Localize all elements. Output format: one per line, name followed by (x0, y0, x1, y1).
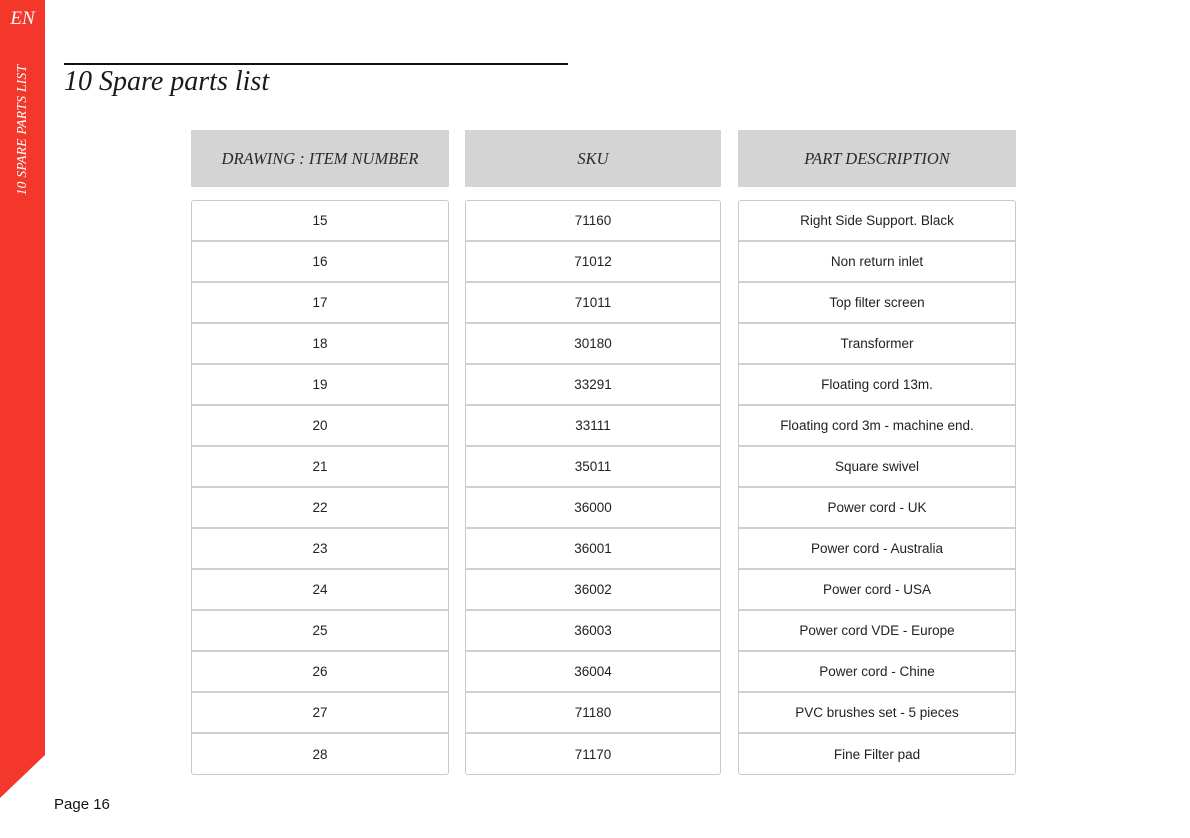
description-cell: Power cord - Chine (739, 652, 1015, 693)
description-cell: Square swivel (739, 447, 1015, 488)
description-cell: Fine Filter pad (833, 746, 921, 762)
item-number-cell: 19 (192, 365, 448, 406)
section-sidebar (0, 0, 45, 838)
description-cell: Floating cord 13m. (739, 365, 1015, 406)
description-cell: Power cord - USA (739, 570, 1015, 611)
description-cell: Right Side Support. Black (739, 201, 1015, 242)
sku-cell: 36001 (466, 529, 720, 570)
sku-cell: 71160 (466, 201, 720, 242)
description-cell: Power cord - UK (739, 488, 1015, 529)
sku-cell: 71011 (466, 283, 720, 324)
sku-cell: 33111 (466, 406, 720, 447)
item-number-cell: 26 (192, 652, 448, 693)
page-number: Page 16 (54, 796, 110, 813)
description-column (738, 130, 1016, 775)
description-cell: Floating cord 3m - machine end. (739, 406, 1015, 447)
sku-cell: 30180 (466, 324, 720, 365)
description-cell: Top filter screen (739, 283, 1015, 324)
description-cell: Power cord VDE - Europe (739, 611, 1015, 652)
item-number-cell: 16 (192, 242, 448, 283)
item-number-cell: 18 (192, 324, 448, 365)
description-cell: Transformer (739, 324, 1015, 365)
item-number-cell: 27 (192, 693, 448, 734)
column-header-part-description: PART DESCRIPTION (738, 130, 1016, 187)
sku-cell: 36000 (466, 488, 720, 529)
sku-cell: 71012 (466, 242, 720, 283)
item-number-cell: 28 (312, 746, 328, 762)
sku-cell: 36002 (466, 570, 720, 611)
item-number-cell: 23 (192, 529, 448, 570)
sku-cell: 71170 (574, 746, 612, 762)
sku-cell: 71180 (466, 693, 720, 734)
item-number-cell: 25 (192, 611, 448, 652)
item-number-cells (191, 200, 449, 775)
item-number-column (191, 130, 449, 775)
item-number-cell: 24 (192, 570, 448, 611)
item-number-cell: 21 (192, 447, 448, 488)
item-number-cell: 20 (192, 406, 448, 447)
column-header-item-number: DRAWING : ITEM NUMBER (191, 130, 449, 187)
sku-cell: 36003 (466, 611, 720, 652)
sku-column (465, 130, 721, 775)
description-cells (738, 200, 1016, 775)
sku-cell: 33291 (466, 365, 720, 406)
sku-cells (465, 200, 721, 775)
item-number-cell: 17 (192, 283, 448, 324)
item-number-cell: 15 (192, 201, 448, 242)
description-cell: Non return inlet (739, 242, 1015, 283)
description-cell: PVC brushes set - 5 pieces (739, 693, 1015, 734)
page-title: 10 Spare parts list (64, 66, 270, 97)
description-cell: Power cord - Australia (739, 529, 1015, 570)
language-tag: EN (10, 8, 35, 29)
item-number-cell: 22 (192, 488, 448, 529)
sku-cell: 35011 (466, 447, 720, 488)
section-label: 10 SPARE PARTS LIST (14, 64, 29, 196)
sku-cell: 36004 (466, 652, 720, 693)
column-header-sku: SKU (465, 130, 721, 187)
